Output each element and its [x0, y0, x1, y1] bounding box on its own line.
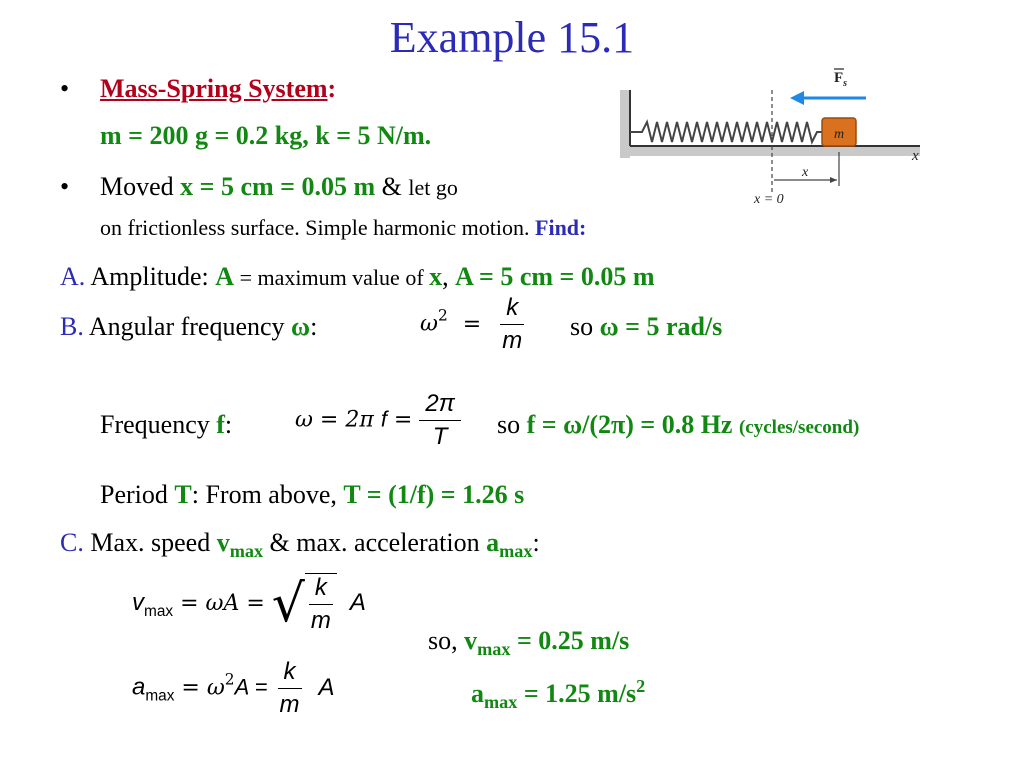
bullet-marker: • [60, 74, 70, 103]
omega-equation: $\omega^2$ = $\frac{k}{m}$ [420, 294, 528, 355]
frictionless-text: on frictionless surface. Simple harmonic motion. [100, 215, 536, 240]
page-title: Example 15.1 [389, 13, 635, 62]
omega-symbol: ω [291, 312, 311, 341]
vmax-equation: $v_{max} = \omega A$ = √ $\frac{k}{m}$ A [132, 574, 366, 634]
colon: : [310, 312, 318, 341]
omega-result: ω = 5 rad/s [599, 312, 723, 341]
sqrt-k-over-m: $\frac{k}{m}$ [305, 573, 337, 635]
vmax-symbol: $v_{max}$ [216, 528, 264, 561]
amax-result: $a_{max} = 1.25$ $m/s^2$ [471, 676, 646, 712]
x-displacement: x = 5 cm = 0.05 m [180, 172, 376, 201]
frequency-equation: ω = 2π f = $\frac{2\pi}{T}$ [295, 390, 461, 451]
spring [630, 122, 822, 142]
frequency-line: Frequency f: [100, 410, 233, 439]
ampersand: & [375, 172, 409, 201]
find-label: Find: [535, 215, 587, 240]
t-symbol: T [174, 480, 192, 509]
moved-line [100, 172, 458, 202]
amplitude-text: Amplitude: [85, 262, 216, 291]
x-axis-label: x [912, 148, 919, 164]
part-a-label: A. [60, 262, 86, 291]
heading-text: Mass-Spring System [100, 74, 328, 103]
amplitude-symbol: A [215, 262, 235, 291]
frequency-result-line: so f = ω/(2π) = 0.8 Hz (cycles/second) [497, 410, 860, 439]
moved-text: Moved [100, 172, 181, 201]
mass-spring-figure [612, 62, 942, 212]
f-symbol: f [216, 410, 225, 439]
amplitude-def: = maximum value of [234, 265, 430, 290]
vmax-result: so, $v_{max} = 0.25$ m/s [428, 626, 630, 659]
amax-symbol: $a_{max}$ [486, 528, 533, 561]
omega-result-line: so ω = 5 rad/s [570, 312, 723, 341]
sqrt-sign: √ [271, 574, 305, 634]
k-over-m: $\frac{k}{m}$ [502, 294, 523, 354]
given-values: m = 200 g = 0.2 kg, k = 5 N/m. [100, 121, 432, 150]
part-c-line: C. Max. speed $v_{max}$ & max. acceleration $a_{max}$: [60, 528, 540, 561]
angular-text: Angular frequency [83, 312, 292, 341]
mass-spring-heading [100, 74, 336, 104]
mass-label: m [833, 127, 845, 142]
floor [620, 146, 920, 156]
part-b-line [60, 312, 317, 342]
frequency-unit: (cycles/second) [738, 417, 860, 438]
x-symbol: x [429, 262, 443, 291]
part-c-label: C. [60, 528, 84, 557]
bullet-marker-2: • [60, 172, 70, 201]
part-a-line [60, 262, 655, 292]
k-over-m-2: $\frac{k}{m}$ [279, 658, 300, 718]
force-label: $F_s$ [834, 70, 848, 89]
two-pi-over-t: $\frac{2\pi}{T}$ [419, 390, 460, 451]
comma: , [442, 262, 456, 291]
x0-label: x = 0 [754, 192, 784, 207]
heading-colon: : [327, 74, 337, 103]
period-line: Period T: From above, T = (1/f) = 1.26 s [100, 480, 525, 509]
part-b-label: B. [60, 312, 84, 341]
x-label: x [802, 165, 809, 180]
frequency-result: f = ω/(2π) = 0.8 Hz [526, 410, 733, 439]
frictionless-line [100, 215, 586, 241]
amplitude-result: A = 5 cm = 0.05 m [455, 262, 655, 291]
let-go-text: let go [408, 175, 458, 200]
period-result: T = (1/f) = 1.26 s [343, 480, 525, 509]
amax-equation: $a_{max} = \omega^2A$ = $\frac{k}{m}$ A [132, 658, 335, 718]
